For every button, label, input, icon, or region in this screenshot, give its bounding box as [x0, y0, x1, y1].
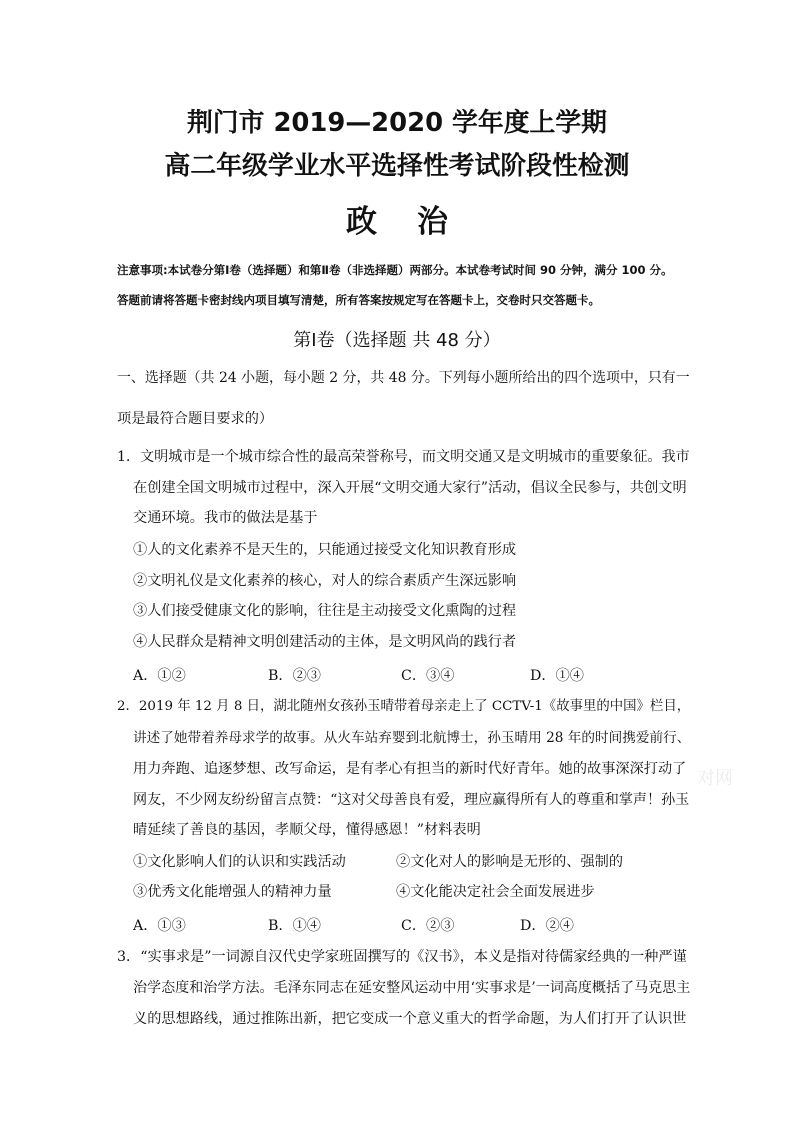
- question-1-option-1: ①人的文化素养不是天生的，只能通过接受文化知识教育形成: [133, 542, 517, 558]
- question-2-option-4: ④文化能决定社会全面发展进步: [396, 884, 595, 900]
- question-1-line-1: 1．文明城市是一个城市综合性的最高荣誉称号，而文明交通又是文明城市的重要象征。我市: [117, 449, 690, 465]
- question-2-line-4: 网友，不少网友纷纷留言点赞：“这对父母善良有爱，理应赢得所有人的尊重和掌声！孙玉: [133, 792, 690, 808]
- exam-title-line2: 高二年级学业水平选择性考试阶段性检测: [164, 151, 630, 181]
- question-1-choice-b: B．②③: [268, 668, 321, 684]
- notice-line-2: 答题前请将答题卡密封线内项目填写清楚，所有答案按规定写在答题卡上，交卷时只交答题卡。: [117, 293, 600, 307]
- question-2-option-1: ①文化影响人们的认识和实践活动: [133, 854, 346, 870]
- question-1-option-3: ③人们接受健康文化的影响，往往是主动接受文化熏陶的过程: [133, 603, 517, 619]
- question-2-line-5: 晴延续了善良的基因，孝顺父母，懂得感恩！”材料表明: [133, 822, 481, 838]
- question-2-line-1: 2．2019 年 12 月 8 日，湖北随州女孩孙玉晴带着母亲走上了 CCTV-1《故事里的中国》栏目，: [117, 699, 691, 714]
- question-2-option-2: ②文化对人的影响是无形的、强制的: [396, 854, 624, 870]
- question-2-choice-b: B．①④: [268, 918, 321, 934]
- section-title: 第Ⅰ卷（选择题 共 48 分）: [293, 330, 501, 351]
- question-2-choice-a: A．①③: [133, 918, 186, 934]
- question-2-line-3: 用力奔跑、追逐梦想、改写命运，是有孝心有担当的新时代好青年。她的故事深深打动了: [133, 761, 687, 777]
- section-instruction-line-2: 项是最符合题目要求的）: [117, 411, 274, 427]
- question-1-choice-d: D．①④: [530, 668, 584, 684]
- subject-title: 政治: [346, 204, 488, 240]
- question-2-choice-c: C．②③: [401, 918, 455, 934]
- question-2-option-3: ③优秀文化能增强人的精神力量: [133, 884, 332, 900]
- question-2-line-2: 讲述了她带着养母求学的故事。从火车站弃婴到北航博士，孙玉晴用 28 年的时间携爱前行、: [133, 730, 691, 746]
- question-1-line-3: 交通环境。我市的做法是基于: [133, 510, 318, 526]
- question-3-line-3: 义的思想路线，通过推陈出新，把它变成一个意义重大的哲学命题，为人们打开了认识世: [133, 1011, 687, 1027]
- question-3-line-1: 3．“实事求是”一词源自汉代史学家班固撰写的《汉书》，本义是指对待儒家经典的一种严谨: [117, 949, 687, 965]
- question-2-choice-d: D．②④: [520, 918, 574, 934]
- question-1-option-2: ②文明礼仪是文化素养的核心，对人的综合素质产生深远影响: [133, 573, 517, 589]
- question-1-option-4: ④人民群众是精神文明创建活动的主体，是文明风尚的践行者: [133, 634, 517, 650]
- section-instruction-line-1: 一、选择题（共 24 小题，每小题 2 分，共 48 分。下列每小题所给出的四个选项中，只有一: [117, 370, 690, 386]
- watermark: 对网: [697, 768, 733, 789]
- question-3-line-2: 治学态度和治学方法。毛泽东同志在延安整风运动中用‘实事求是’一词高度概括了马克思主: [133, 980, 691, 996]
- notice-line-1: 注意事项:本试卷分第Ⅰ卷（选择题）和第Ⅱ卷（非选择题）两部分。本试卷考试时间 90 分钟，满分 100 分。: [117, 263, 673, 277]
- question-1-choice-c: C．③④: [401, 668, 455, 684]
- question-1-line-2: 在创建全国文明城市过程中，深入开展“文明交通大家行”活动，倡议全民参与，共创文明: [133, 480, 687, 496]
- exam-title-line1: 荆门市 2019—2020 学年度上学期: [186, 108, 608, 138]
- question-1-choice-a: A．①②: [133, 668, 186, 684]
